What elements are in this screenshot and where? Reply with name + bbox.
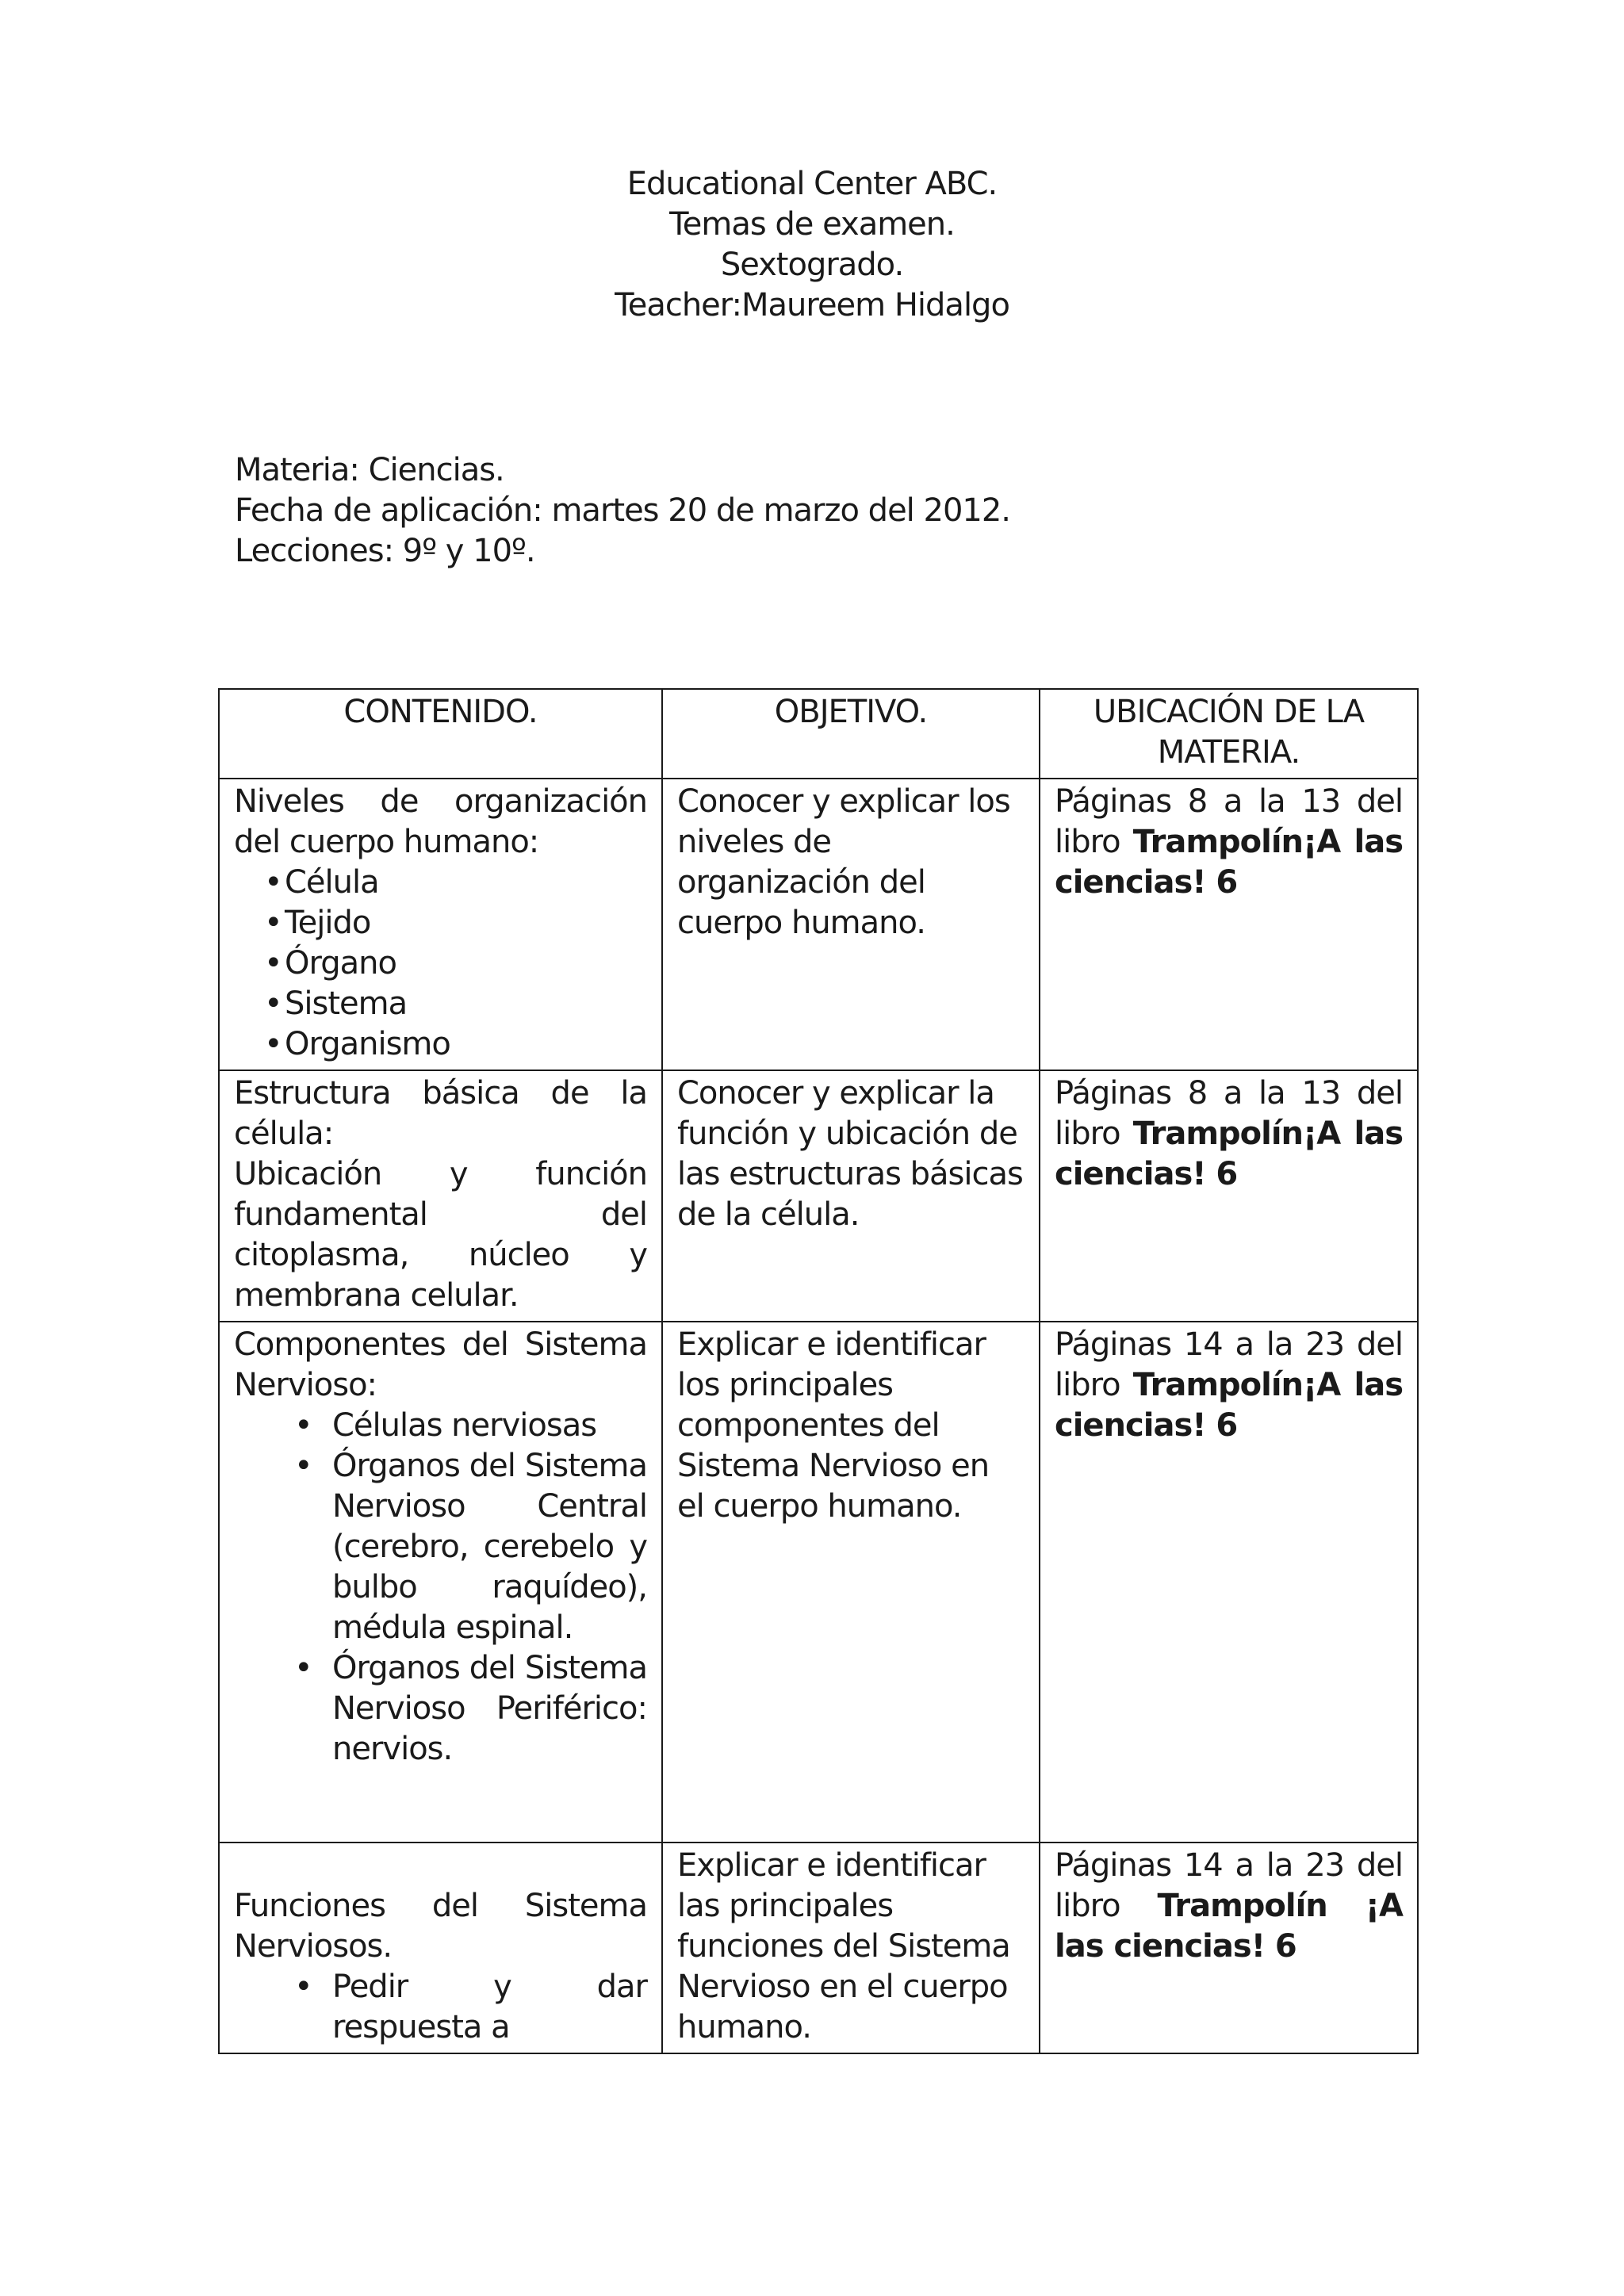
header-contenido: CONTENIDO.: [219, 689, 662, 779]
contenido-cell: [219, 779, 662, 1070]
book-title: Trampolín ¡A las ciencias! 6: [1055, 1888, 1403, 1965]
objetivo-cell: Explicar e identificar los principales componentes del Sistema Nervioso en el cuerpo humano.: [662, 1322, 1040, 1843]
list-item: • Órganos del Sistema Nervioso Central (cerebro, cerebelo y bulbo raquídeo), médula espinal.: [234, 1446, 647, 1648]
lessons-line: Lecciones: 9º y 10º.: [235, 533, 535, 569]
contenido-list: [234, 863, 647, 1065]
contenido-detail: Ubicación y función fundamental del citoplasma, núcleo y membrana celular.: [234, 1156, 647, 1314]
exam-info: [235, 450, 1010, 572]
contenido-list: [234, 1406, 647, 1770]
date-line: Fecha de aplicación: martes 20 de marzo del 2012.: [235, 492, 1011, 529]
book-title: Trampolín¡A las ciencias! 6: [1055, 1367, 1403, 1444]
grade-label: Sextogrado.: [720, 247, 904, 283]
list-item: • Tejido: [234, 903, 647, 943]
teacher-label: Teacher:Maureem Hidalgo: [615, 287, 1009, 323]
ubicacion-cell: [1040, 1070, 1418, 1322]
list-item: • Célula: [234, 863, 647, 903]
header-objetivo: OBJETIVO.: [662, 689, 1040, 779]
list-item: • Sistema: [234, 984, 647, 1024]
contenido-intro: Componentes del Sistema Nervioso:: [234, 1326, 647, 1403]
contenido-intro: Funciones del Sistema Nerviosos.: [234, 1888, 647, 1965]
header-ubicacion: UBICACIÓN DE LA MATERIA.: [1040, 689, 1418, 779]
ubicacion-cell: [1040, 1322, 1418, 1843]
ubicacion-prefix: Páginas 14 a la 23 del libro: [1055, 1847, 1403, 1924]
document-header: [0, 164, 1624, 326]
contenido-intro: Niveles de organización del cuerpo humano:: [234, 783, 647, 860]
book-title: Trampolín¡A las ciencias! 6: [1055, 824, 1403, 901]
list-item: • Órganos del Sistema Nervioso Periférico: nervios.: [234, 1648, 647, 1770]
objetivo-cell: Conocer y explicar la función y ubicación de las estructuras básicas de la célula.: [662, 1070, 1040, 1322]
ubicacion-cell: [1040, 779, 1418, 1070]
table-row: [219, 1070, 1418, 1322]
ubicacion-prefix: Páginas 14 a la 23 del libro: [1055, 1326, 1403, 1403]
table-row: [219, 1843, 1418, 2053]
contenido-cell: [219, 1843, 662, 2053]
table-row: [219, 779, 1418, 1070]
objetivo-cell: Explicar e identificar las principales funciones del Sistema Nervioso en el cuerpo humano.: [662, 1843, 1040, 2053]
contenido-cell: [219, 1322, 662, 1843]
school-name: Educational Center ABC.: [626, 166, 998, 202]
contenido-cell: [219, 1070, 662, 1322]
list-item: • Pedir y dar respuesta a: [234, 1967, 647, 2048]
objetivo-cell: Conocer y explicar los niveles de organización del cuerpo humano.: [662, 779, 1040, 1070]
list-item: • Órgano: [234, 943, 647, 984]
book-title: Trampolín¡A las ciencias! 6: [1055, 1115, 1403, 1192]
contenido-list: [234, 1967, 647, 2048]
table-header-row: [219, 689, 1418, 779]
ubicacion-prefix: Páginas 8 a la 13 del libro: [1055, 783, 1403, 860]
list-item: • Organismo: [234, 1024, 647, 1065]
table-row: [219, 1322, 1418, 1843]
contenido-intro: Estructura básica de la célula:: [234, 1075, 647, 1152]
ubicacion-prefix: Páginas 8 a la 13 del libro: [1055, 1075, 1403, 1152]
ubicacion-cell: [1040, 1843, 1418, 2053]
exam-topics-table: [218, 688, 1419, 2054]
list-item: • Células nerviosas: [234, 1406, 647, 1446]
subject-line: Materia: Ciencias.: [235, 452, 504, 488]
document-title: Temas de examen.: [669, 206, 955, 243]
